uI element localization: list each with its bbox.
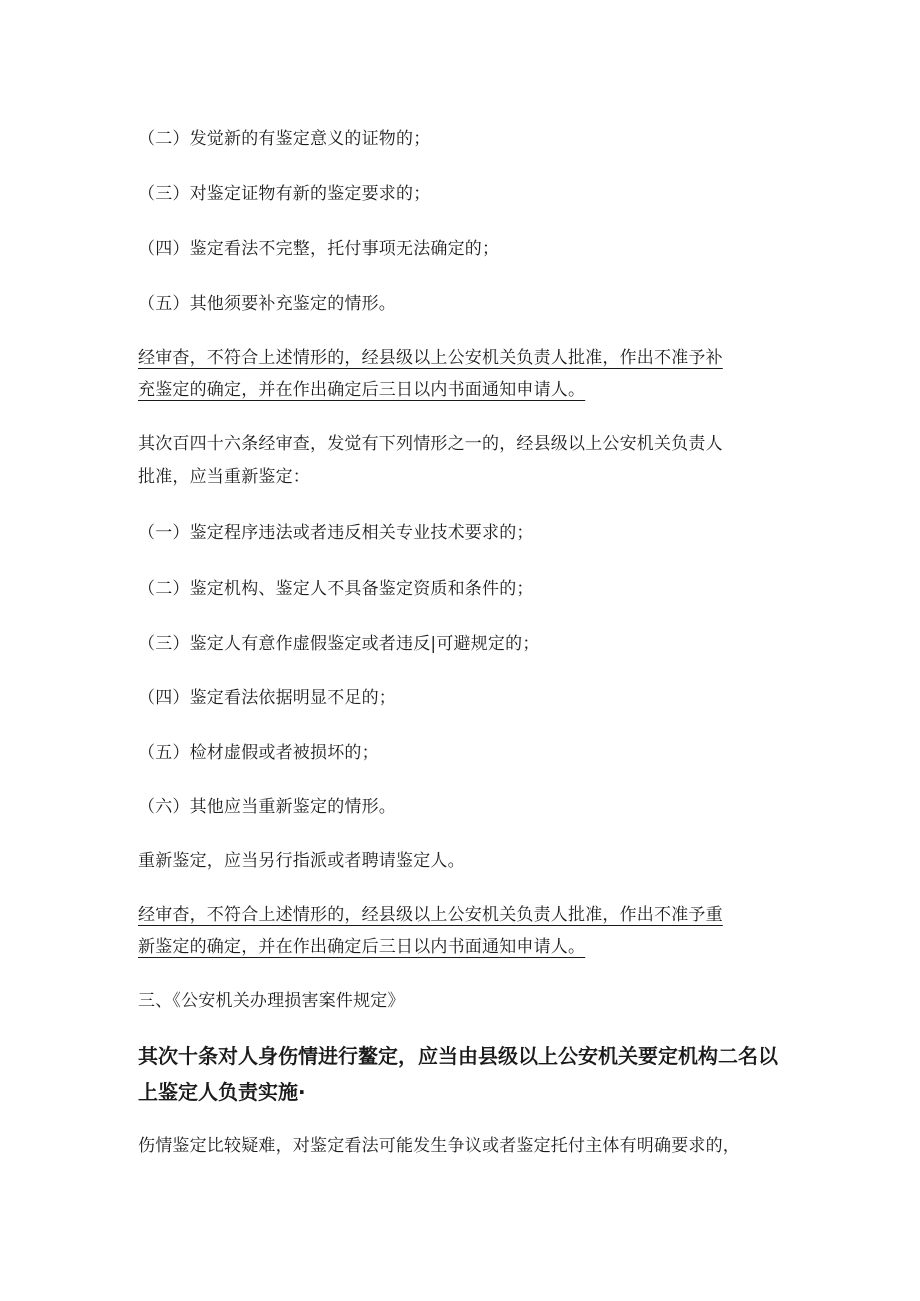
underlined-paragraph-line: 新鉴定的确定，并在作出确定后三日以内书面通知申请人。 [138, 937, 586, 957]
list-item-reappraisal-1: （一）鉴定程序违法或者违反相关专业技术要求的； [138, 523, 534, 543]
bold-paragraph-line: 上鉴定人负责实施· [138, 1080, 306, 1104]
list-item-reappraisal-2: （二）鉴定机构、鉴定人不具备鉴定资质和条件的； [138, 579, 534, 599]
list-item-supplement-4: （四）鉴定看法不完整，托付事项无法确定的； [138, 239, 500, 259]
paragraph-line: 批准，应当重新鉴定： [138, 467, 310, 487]
paragraph-line: 其次百四十六条经审查，发觉有下列情形之一的，经县级以上公安机关负责人 [138, 434, 723, 454]
list-item-supplement-2: （二）发觉新的有鉴定意义的证物的； [138, 129, 431, 149]
list-item-reappraisal-3: （三）鉴定人有意作虚假鉴定或者违反|可避规定的； [138, 634, 540, 654]
list-item-reappraisal-5: （五）检材虚假或者被损坏的； [138, 743, 379, 763]
section-heading: 三、《公安机关办理损害案件规定》 [138, 991, 405, 1011]
underlined-paragraph-line: 经审杳，不符合上述情形的，经县级以上公安机关负责人批准，作出不准予补 [138, 348, 723, 368]
underlined-paragraph-line: 充鉴定的确定，并在作出确定后三日以内书面通知申请人。 [138, 380, 586, 400]
list-item-reappraisal-6: （六）其他应当重新鉴定的情形。 [138, 797, 396, 817]
list-item-supplement-5: （五）其他须要补充鉴定的情形。 [138, 294, 396, 314]
bold-paragraph-line: 其次十条对人身伤情进行鳌定，应当由县级以上公安机关要定机构二名以 [138, 1044, 778, 1068]
list-item-reappraisal-4: （四）鉴定看法依据明显不足的； [138, 688, 396, 708]
list-item-supplement-3: （三）对鉴定证物有新的鉴定要求的； [138, 184, 431, 204]
paragraph-line: 重新鉴定，应当另行指派或者聘请鉴定人。 [138, 851, 465, 871]
underlined-paragraph-line: 经审杳，不符合上述情形的，经县级以上公安机关负责人批准，作出不准予重 [138, 905, 723, 925]
paragraph-line: 伤情鉴定比较疑难，对鉴定看法可能发生争议或者鉴定托付主体有明确要求的， [138, 1136, 740, 1156]
